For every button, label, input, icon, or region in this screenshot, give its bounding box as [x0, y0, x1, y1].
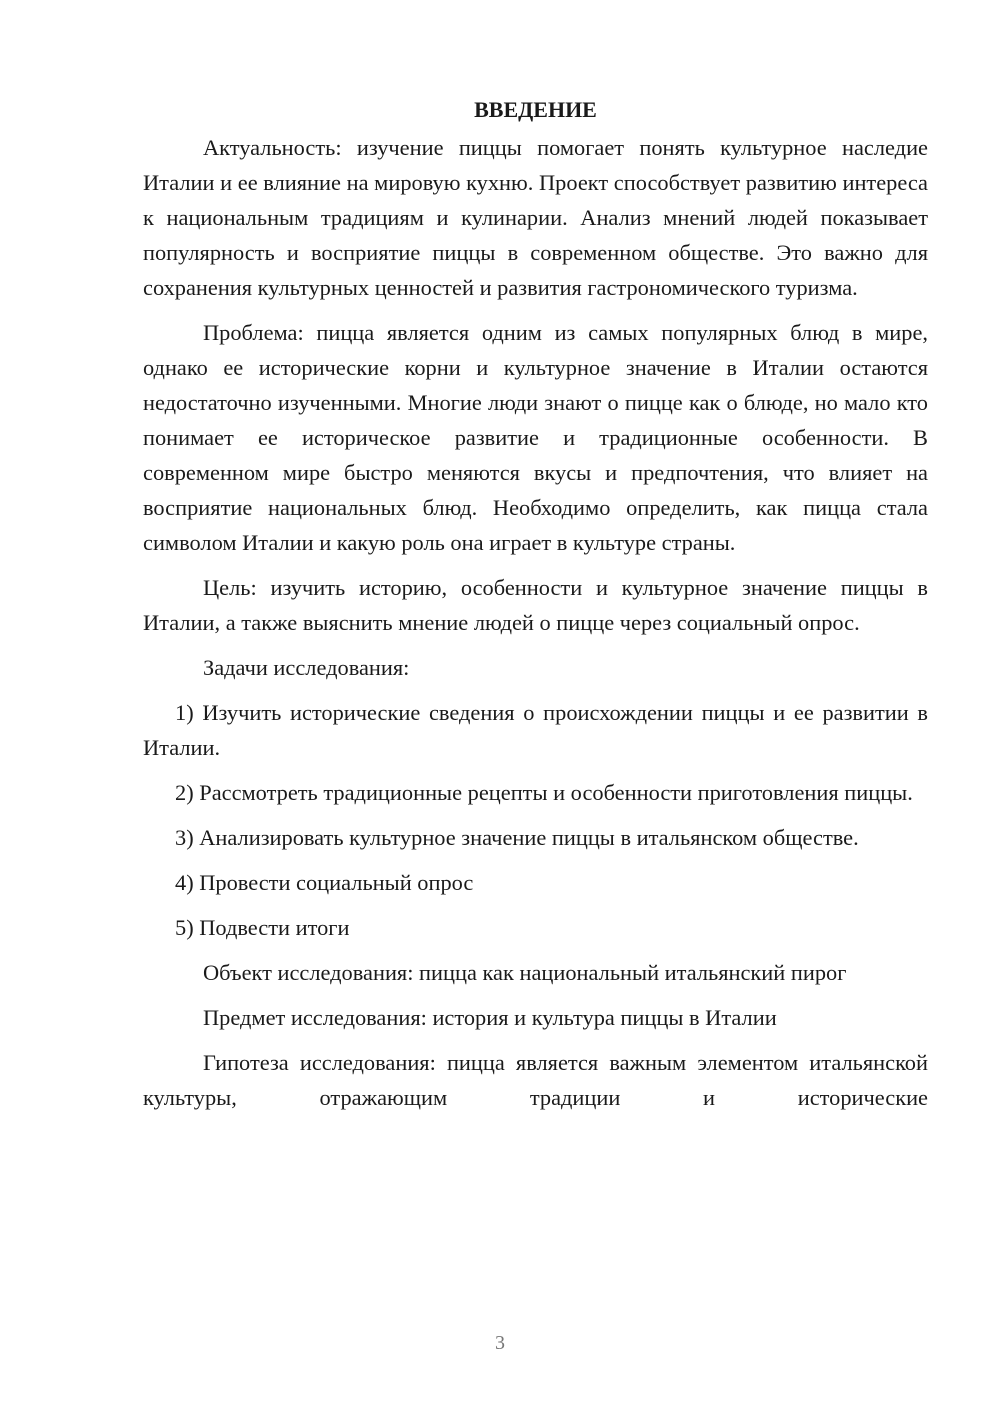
task-item-5: 5) Подвести итоги — [175, 915, 350, 940]
task-item-4: 4) Провести социальный опрос — [175, 870, 474, 895]
research-object: Объект исследования: пицца как национальный итальянский пирог — [203, 960, 847, 985]
task-item-2: 2) Рассмотреть традиционные рецепты и особенности приготовления пиццы. — [175, 780, 913, 805]
document-page — [143, 92, 928, 1125]
task-item-1: 1) Изучить исторические сведения о происхождении пиццы и ее развитии в Италии. — [143, 700, 928, 760]
paragraph-problem: Проблема: пицца является одним из самых популярных блюд в мире, однако ее исторические корни и культурное значение в Италии остаются недостаточно изученными. Многие люди знают о пицце как о блюде, но мало кто понимает ее историческое развитие и традиционные особенности. В современном мире быстро меняются вкусы и предпочтения, что влияет на восприятие национальных блюд. Необходимо определить, как пицца стала символом Италии и какую роль она играет в культуре страны. — [143, 320, 928, 555]
section-title: ВВЕДЕНИЕ — [474, 97, 597, 122]
tasks-heading: Задачи исследования: — [203, 655, 410, 680]
research-subject: Предмет исследования: история и культура пиццы в Италии — [203, 1005, 777, 1030]
paragraph-goal: Цель: изучить историю, особенности и культурное значение пиццы в Италии, а также выяснить мнение людей о пицце через социальный опрос. — [143, 575, 928, 635]
paragraph-relevance: Актуальность: изучение пиццы помогает понять культурное наследие Италии и ее влияние на мировую кухню. Проект способствует развитию интереса к национальным традициям и кулинарии. Анализ мнений людей показывает популярность и восприятие пиццы в современном обществе. Это важно для сохранения культурных ценностей и развития гастрономического туризма. — [143, 135, 928, 300]
research-hypothesis: Гипотеза исследования: пицца является важным элементом итальянской культуры, отражающим традиции и исторические — [143, 1050, 928, 1110]
page-number: 3 — [495, 1332, 505, 1354]
task-item-3: 3) Анализировать культурное значение пиццы в итальянском обществе. — [175, 825, 859, 850]
